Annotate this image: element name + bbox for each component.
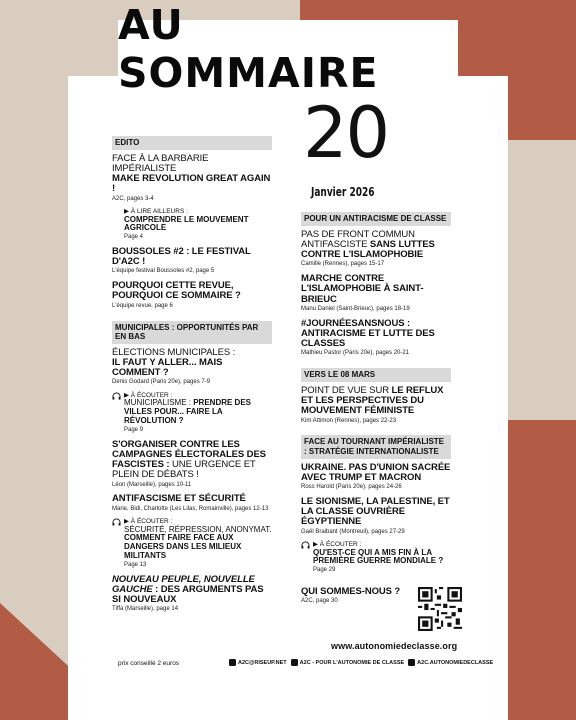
item-meta: Marie, Bidi, Charlotte (Les Lilas, Romainville), pages 12-13 [112, 505, 269, 512]
sub-light: SÉCURITÉ, RÉPRESSION, ANONYMAT. [124, 524, 272, 534]
item-headline: UKRAINE. PAS D'UNION SACRÉE AVEC TRUMP ET MACRON [301, 461, 451, 483]
item-kicker: FACE À LA BARBARIE IMPÉRIALISTE [112, 152, 209, 174]
toc-item[interactable] [301, 497, 451, 537]
headphones-icon [112, 518, 121, 526]
item-meta: Gaël Braibant (Montreuil), pages 27-29 [301, 528, 405, 535]
item-kicker: POINT DE VUE SUR [301, 384, 389, 396]
item-meta: A2C, page 30 [301, 598, 338, 605]
instagram-icon [408, 659, 415, 666]
item-meta: L'équipe festival Boussoles #2, page 5 [112, 268, 215, 275]
sub-kicker: ▶ À LIRE AILLEURS : [124, 208, 188, 216]
toc-item[interactable] [112, 440, 272, 490]
issue-date: Janvier 2026 [311, 184, 375, 199]
item-meta: Manu Daniel (Saint-Brieuc), pages 18-19 [301, 305, 410, 312]
toc-item[interactable] [301, 274, 451, 314]
item-headline: : DES ARGUMENTS PAS SI NOUVEAUX [112, 583, 264, 606]
item-headline-italic: NOUVEAU PEUPLE, NOUVELLE GAUCHE [112, 573, 255, 595]
toc-item[interactable] [112, 281, 272, 310]
item-headline: BOUSSOLES #2 : LE FESTIVAL D'A2C ! [112, 245, 251, 268]
item-headline: POURQUOI CETTE REVUE, POURQUOI CE SOMMAIRE ? [112, 280, 241, 302]
item-headline: QUI SOMMES-NOUS ? [301, 585, 401, 597]
item-headline: MAKE REVOLUTION GREAT AGAIN ! [112, 173, 271, 195]
item-meta: Mathieu Pastor (Paris 20e), pages 20-21 [301, 350, 410, 357]
headphones-icon [112, 392, 121, 400]
toc-item[interactable] [301, 230, 451, 270]
item-meta: Kim Attimon (Rennes), pages 22-23 [301, 417, 397, 424]
toc-item[interactable] [301, 463, 451, 492]
toc-subitem[interactable] [301, 541, 451, 575]
page-title: AU SOMMAIRE [118, 1, 379, 97]
item-meta: Denis Godard (Paris 20e), pages 7-9 [112, 379, 211, 386]
sub-headline: COMPRENDRE LE MOUVEMENT AGRICOLE [124, 214, 249, 233]
item-kicker-after: UNE URGENCE ET PLEIN DE DÉBATS ! [112, 459, 256, 481]
item-meta: Page 4 [124, 234, 144, 241]
sub-kicker: ▶ À ÉCOUTER : [124, 518, 173, 526]
item-headline: LE SIONISME, LA PALESTINE, ET LA CLASSE OUVRIÈRE ÉGYPTIENNE [301, 495, 450, 528]
sub-headline: QU'EST-CE QUI A MIS FIN À LA PREMIÈRE GUERRE MONDIALE ? [313, 547, 444, 566]
item-meta: Léon (Marseille), pages 10-11 [112, 481, 192, 488]
toc-item[interactable] [301, 319, 451, 359]
item-meta: Tiffa (Marseille), page 14 [112, 606, 179, 613]
item-kicker: PAS DE FRONT COMMUN ANTIFASCISTE [301, 228, 415, 250]
social-links [229, 659, 493, 666]
item-meta: A2C, pages 3-4 [112, 195, 154, 202]
toc-item[interactable] [112, 154, 272, 204]
headphones-icon [301, 541, 310, 549]
section-heading-imperialiste: FACE AU TOURNANT IMPÉRIALISTE : STRATÉGIE INTERNATIONALISTE [301, 435, 451, 458]
toc-item[interactable] [301, 386, 451, 426]
section-heading-antiracisme: POUR UN ANTIRACISME DE CLASSE [301, 212, 451, 226]
section-heading-edito: EDITO [112, 136, 272, 150]
item-meta: Camille (Rennes), pages 15-17 [301, 261, 385, 268]
toc-item[interactable] [112, 494, 272, 513]
sub-kicker: ▶ À ÉCOUTER : [313, 541, 362, 549]
section-heading-municipales: MUNICIPALES : OPPORTUNITÉS PAR EN BAS [112, 321, 272, 344]
title-box [118, 1, 458, 97]
section-heading-mars: VERS LE 08 MARS [301, 368, 451, 382]
item-headline: MARCHE CONTRE L'ISLAMOPHOBIE À SAINT-BRIEUC [301, 273, 424, 305]
toc-item[interactable] [301, 587, 411, 606]
item-meta: Page 29 [313, 567, 336, 574]
item-headline: SANS LUTTES CONTRE L'ISLAMOPHOBIE [301, 238, 435, 261]
toc-subitem[interactable] [112, 208, 272, 242]
toc-subitem[interactable] [112, 392, 272, 434]
toc-item[interactable] [112, 348, 272, 388]
item-headline: IL FAUT Y ALLER... MAIS COMMENT ? [112, 356, 223, 379]
item-kicker: ÉLECTIONS MUNICIPALES : [112, 346, 236, 358]
item-meta: L'équipe revue, page 6 [112, 302, 173, 309]
issue-number: 20 [303, 92, 389, 174]
right-column [301, 212, 451, 611]
item-meta: Page 13 [124, 561, 147, 568]
item-headline: LE REFLUX ET LES PERSPECTIVES DU MOUVEMENT FÉMINISTE [301, 384, 444, 417]
item-headline: #JOURNÉESANSNOUS : ANTIRACISME ET LUTTE DES CLASSES [301, 317, 435, 350]
mail-icon [229, 659, 236, 666]
left-column [112, 136, 272, 619]
toc-subitem[interactable] [112, 518, 272, 569]
instagram-link[interactable]: A2C.AUTONOMIEDECLASSE [408, 659, 493, 666]
toc-item[interactable] [112, 247, 272, 276]
facebook-icon [291, 659, 298, 666]
toc-item[interactable] [112, 575, 272, 615]
item-headline: ANTIFASCISME ET SÉCURITÉ [112, 493, 246, 505]
facebook-link[interactable]: A2C - POUR L'AUTONOMIE DE CLASSE [291, 659, 405, 666]
email-link[interactable]: A2C@RISEUP.NET [229, 659, 287, 666]
sub-kicker: ▶ À ÉCOUTER : [124, 392, 173, 400]
sub-light: MUNICIPALISME : [124, 398, 191, 408]
sub-headline: PRENDRE DES VILLES POUR... FAIRE LA RÉVOLUTION ? [124, 398, 252, 425]
sub-headline: COMMENT FAIRE FACE AUX DANGERS DANS LES MILIEUX MILITANTS [124, 533, 242, 560]
price-note: prix conseillé 2 euros [118, 660, 180, 667]
item-meta: Ross Harold (Paris 20e), pages 24-26 [301, 484, 402, 491]
qr-code-icon [418, 587, 462, 631]
item-meta: Page 9 [124, 426, 144, 433]
item-headline: S'ORGANISER CONTRE LES CAMPAGNES ÉLECTORALES DES FASCISTES : [112, 438, 266, 471]
website-link[interactable]: www.autonomiedeclasse.org [331, 641, 458, 651]
